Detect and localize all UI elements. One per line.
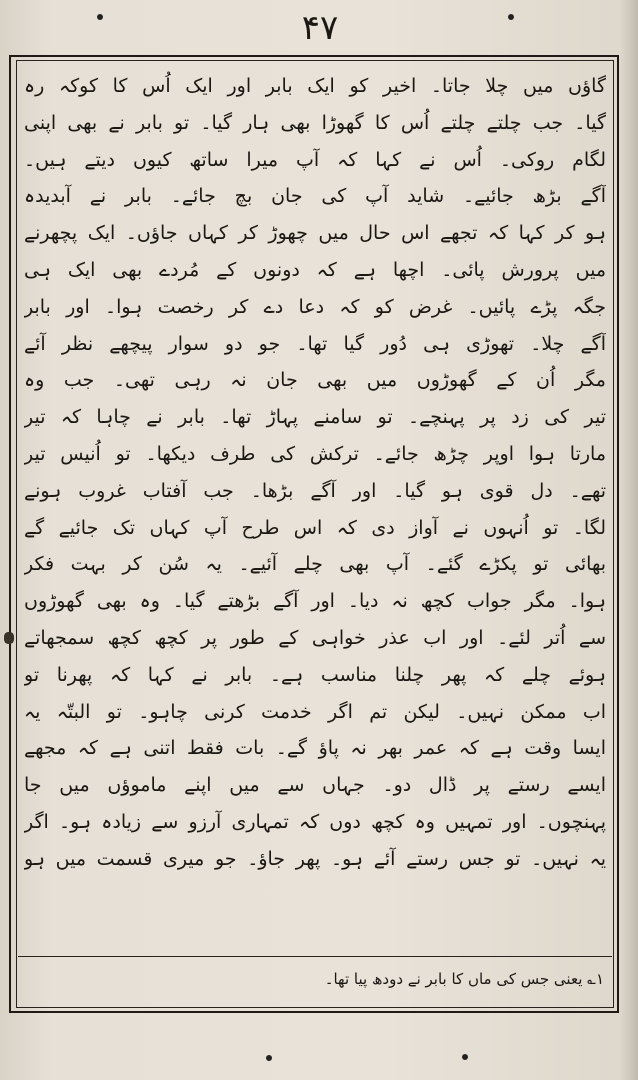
text-line: میں پرورش پائی۔ اچھا ہے کہ دونوں کے مُردے بھی ایک ہی	[24, 258, 606, 281]
text-line: آگے چلا۔ تھوڑی ہی دُور گیا تھا۔ جو دو سوار پیچھے نظر آئے	[24, 332, 606, 355]
text-line: ایسا وقت ہے کہ عمر بھر نہ پاؤ گے۔ بات فقط اتنی ہے کہ مجھے	[24, 737, 606, 760]
text-line: مارتا ہوا اوپر چڑھ جائے۔ ترکش کی طرف دیکھا۔ تو اُنیس تیر	[24, 442, 606, 465]
footnote-divider	[18, 956, 612, 957]
text-line: بھائی تو پکڑے گئے۔ آپ بھی چلے آئیے۔ یہ سُن کر بہت فکر	[24, 553, 606, 576]
text-line: تیر کی زد پر پہنچے۔ تو سامنے پہاڑ تھا۔ بابر نے چاہا کہ تیر	[24, 406, 606, 429]
registration-dot	[266, 1055, 272, 1061]
page-spine-shadow	[620, 0, 638, 1080]
text-line: ہو کر کہا کہ تجھے اس حال میں چھوڑ کر کہاں جاؤں۔ ایک پچھرنے	[24, 222, 606, 245]
text-line: آگے بڑھ جائیے۔ شاید آپ کی جان بچ جائے۔ بابر نے آبدیدہ	[24, 185, 606, 208]
text-line: لگام روکی۔ اُس نے کہا کہ آپ میرا ساتھ کیوں دیتے ہیں۔	[24, 148, 606, 171]
text-line: ہوئے چلے کہ پھر چلنا مناسب ہے۔ بابر نے کہا کہ پھرنا تو	[24, 663, 606, 686]
text-line: تھے۔ دل قوی ہو گیا۔ اور آگے بڑھا۔ جب آفتاب غروب ہونے	[24, 479, 606, 502]
registration-dot	[462, 1054, 468, 1060]
registration-dot	[97, 14, 103, 20]
text-line: ایسے رستے پر ڈال دو۔ جہاں سے میں اپنے ماموؤں میں جا	[24, 774, 606, 797]
text-line: گاؤں میں چلا جاتا۔ اخیر کو ایک بابر اور ایک اُس کا کوکہ رہ	[24, 75, 606, 97]
footnote: ۱؎ یعنی جس کی ماں کا بابر نے دودھ پیا تھا۔	[324, 970, 604, 988]
registration-dot	[508, 14, 514, 20]
body-text	[24, 68, 606, 952]
text-line: جگہ پڑے پائیں۔ غرض کو کہ دعا دے کر رخصت ہوا۔ اور بابر	[24, 295, 606, 318]
text-line: سے اُتر لئے۔ اور اب عذر خواہی کے طور پر کچھ کچھ سمجھاتے	[24, 626, 606, 649]
text-line: مگر اُن کے گھوڑوں میں بھی جان نہ رہی تھی۔ جب وہ	[24, 369, 606, 392]
text-line: گیا۔ جب چلتے چلتے اُس کا گھوڑا بھی ہار گیا۔ تو بابر نے بھی اپنی	[24, 111, 606, 134]
binding-hole	[4, 632, 14, 644]
text-line: یہ نہیں۔ تو جس رستے آئے ہو۔ پھر جاؤ۔ جو میری قسمت میں ہو	[24, 847, 606, 870]
text-line: اب ممکن نہیں۔ لیکن تم اگر خدمت کرنی چاہو۔ تو البتّہ یہ	[24, 700, 606, 723]
text-line: ہوا۔ مگر جواب کچھ نہ دیا۔ اور آگے بڑھتے گیا۔ وہ بھی گھوڑوں	[24, 590, 606, 613]
text-line: لگا۔ تو اُنہوں نے آواز دی کہ اس طرح آپ کہاں تک جائیے گے	[24, 516, 606, 539]
text-line: پہنچوں۔ اور تمہیں وہ کچھ دوں کہ تمہاری آرزو سے زیادہ ہو۔ اگر	[24, 810, 606, 833]
page-number: ۴۷	[301, 8, 339, 48]
